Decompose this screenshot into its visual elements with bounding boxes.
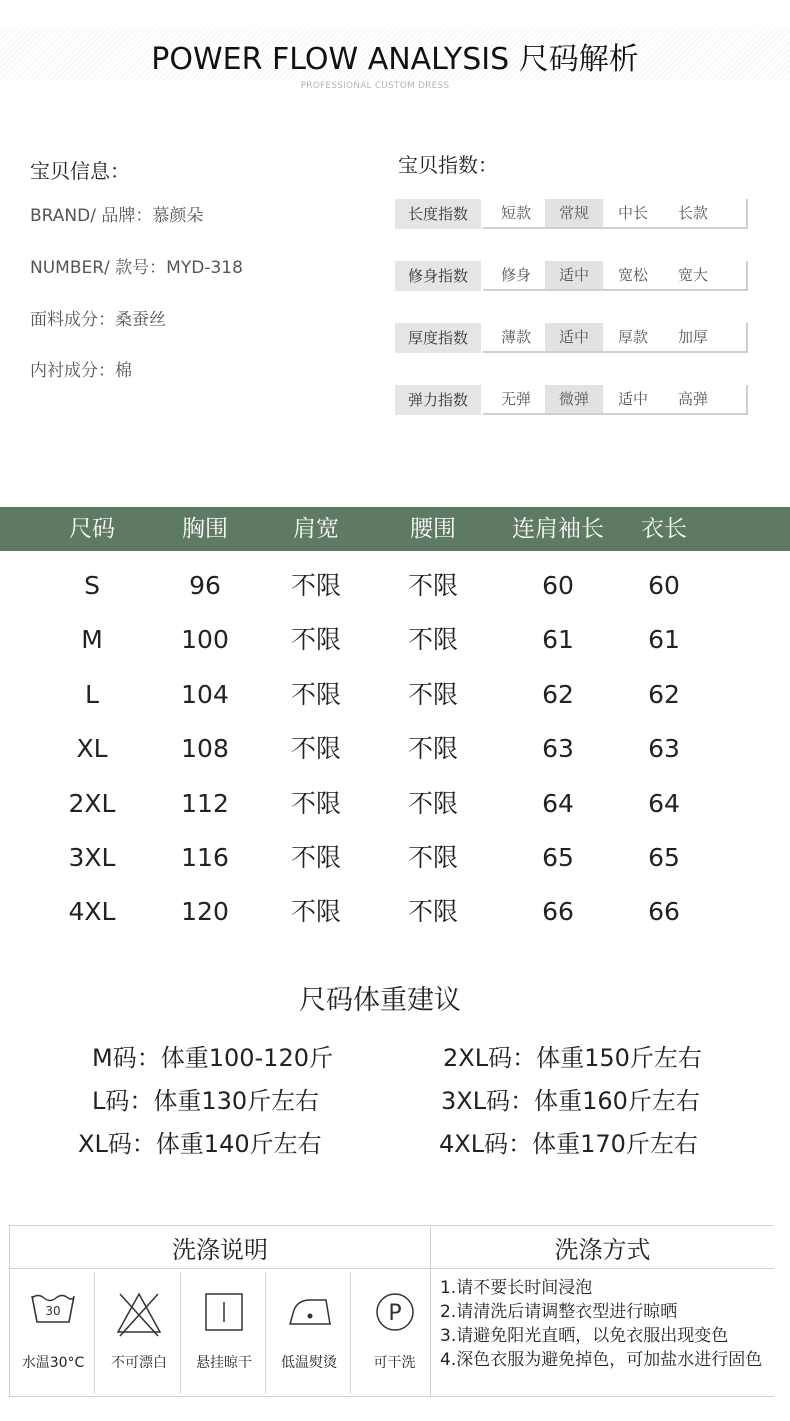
index-scale	[483, 323, 748, 353]
index-scale	[483, 261, 748, 291]
header-cell-chest: 胸围	[182, 516, 228, 542]
wash-temperature-text: 30	[45, 1304, 61, 1318]
lining-line: 内衬成分：棉	[30, 361, 132, 381]
weight-title: 尺码体重建议	[299, 985, 461, 1016]
header-cell-sleeve: 连肩袖长	[512, 516, 604, 542]
size-cell-length: 64	[648, 788, 680, 818]
index-scale	[483, 385, 748, 415]
product-info-heading: 宝贝信息：	[30, 159, 130, 183]
size-cell-sleeve: 64	[542, 788, 574, 818]
size-cell-shoulder: 不限	[290, 734, 341, 764]
wash-icon-cell	[12, 1272, 95, 1394]
size-cell-chest: 96	[189, 571, 221, 600]
washing-tip: 1.请不要长时间浸泡	[440, 1278, 593, 1298]
hang-dry-label: 悬挂晾干	[196, 1355, 252, 1371]
weight-right-2: 4XL码：体重170斤左右	[439, 1130, 698, 1158]
size-cell-chest: 104	[181, 679, 229, 709]
index-option: 无弹	[500, 390, 531, 408]
size-cell-chest: 100	[181, 625, 229, 655]
size-cell-sleeve: 61	[542, 625, 574, 655]
size-cell-shoulder: 不限	[290, 679, 341, 709]
weight-right-1: 3XL码：体重160斤左右	[441, 1087, 700, 1115]
size-cell-shoulder: 不限	[290, 843, 341, 872]
index-option: 宽松	[617, 266, 648, 284]
size-cell-chest: 120	[181, 897, 229, 927]
index-row	[395, 199, 755, 229]
wash-icon-label: 水温30°C	[21, 1355, 85, 1371]
dry-clean-letter: P	[387, 1301, 402, 1326]
dry-clean-label: 可干洗	[373, 1355, 416, 1371]
size-cell-length: 61	[648, 625, 680, 655]
index-option: 薄款	[500, 328, 531, 346]
washing-method-heading: 洗涤方式	[554, 1236, 651, 1264]
brand-line: BRAND/ 品牌：慕颜朵	[30, 206, 204, 226]
size-cell-waist: 不限	[407, 843, 458, 872]
dry-clean-icon	[373, 1290, 417, 1334]
number-line: NUMBER/ 款号：MYD-318	[30, 258, 243, 278]
size-cell-waist: 不限	[407, 571, 458, 600]
low-iron-label: 低温熨烫	[281, 1355, 337, 1371]
hang-dry-icon-cell	[183, 1272, 266, 1394]
size-cell-length: 62	[648, 679, 680, 709]
size-cell-sleeve: 66	[542, 897, 574, 927]
size-cell-size: S	[84, 571, 100, 600]
size-cell-chest: 108	[181, 734, 229, 764]
washing-tip: 2.请清洗后请调整衣型进行晾晒	[440, 1302, 678, 1322]
size-cell-sleeve: 62	[542, 679, 574, 709]
size-cell-size: 4XL	[68, 897, 116, 927]
size-cell-length: 65	[648, 843, 680, 872]
index-row	[395, 323, 755, 353]
size-cell-chest: 116	[181, 843, 229, 872]
header-cell-size: 尺码	[69, 516, 115, 542]
size-cell-sleeve: 60	[542, 571, 574, 600]
size-cell-shoulder: 不限	[290, 897, 341, 927]
fabric-line: 面料成分：桑蚕丝	[30, 310, 166, 330]
header-cell-waist: 腰围	[410, 516, 456, 542]
washing-tip: 3.请避免阳光直晒，以免衣服出现变色	[440, 1326, 729, 1346]
index-label: 修身指数	[395, 261, 481, 291]
index-option: 短款	[500, 204, 531, 222]
hang-dry-icon	[202, 1290, 246, 1334]
size-cell-length: 66	[648, 897, 680, 927]
size-cell-waist: 不限	[407, 625, 458, 655]
weight-right-0: 2XL码：体重150斤左右	[443, 1044, 702, 1072]
header-cell-length: 衣长	[641, 516, 687, 542]
washing-instructions-heading: 洗涤说明	[172, 1236, 268, 1264]
size-cell-size: 2XL	[68, 788, 116, 818]
index-option-selected: 适中	[545, 261, 603, 289]
size-cell-length: 63	[648, 734, 680, 764]
size-table-header	[0, 507, 790, 551]
index-option: 高弹	[677, 390, 708, 408]
index-option-selected: 常规	[545, 199, 603, 227]
index-option: 加厚	[677, 328, 708, 346]
size-cell-waist: 不限	[407, 679, 458, 709]
index-label: 长度指数	[395, 199, 481, 229]
size-cell-sleeve: 63	[542, 734, 574, 764]
index-option: 宽大	[677, 266, 708, 284]
index-option: 修身	[500, 266, 531, 284]
washing-heading-divider	[9, 1268, 774, 1269]
size-cell-length: 60	[648, 571, 680, 600]
size-cell-size: XL	[76, 734, 108, 764]
washing-tips	[440, 1276, 775, 1372]
low-iron-icon-cell	[268, 1272, 351, 1394]
low-iron-icon	[284, 1290, 334, 1330]
no-bleach-label: 不可漂白	[111, 1355, 167, 1371]
page-subtitle: PROFESSIONAL CUSTOM DRESS	[300, 81, 450, 91]
index-row	[395, 261, 755, 291]
weight-left-0: M码：体重100-120斤	[92, 1044, 333, 1072]
size-cell-waist: 不限	[407, 897, 458, 927]
no-bleach-icon-cell	[98, 1272, 181, 1394]
size-cell-shoulder: 不限	[290, 788, 341, 818]
size-cell-sleeve: 65	[542, 843, 574, 872]
weight-left-1: L码：体重130斤左右	[92, 1087, 320, 1115]
size-cell-waist: 不限	[407, 788, 458, 818]
no-bleach-icon	[114, 1290, 164, 1338]
index-option-selected: 适中	[545, 323, 603, 351]
dry-clean-icon-cell	[353, 1272, 436, 1394]
page-title: POWER FLOW ANALYSIS 尺码解析	[151, 42, 639, 77]
size-cell-size: 3XL	[68, 843, 116, 872]
indices-heading: 宝贝指数：	[398, 153, 498, 177]
weight-left-2: XL码：体重140斤左右	[78, 1130, 322, 1158]
index-option: 适中	[617, 390, 648, 408]
washing-tip: 4.深色衣服为避免掉色，可加盐水进行固色	[440, 1350, 763, 1370]
index-option: 长款	[677, 204, 708, 222]
size-cell-shoulder: 不限	[290, 571, 341, 600]
size-cell-waist: 不限	[407, 734, 458, 764]
index-option: 厚款	[617, 328, 648, 346]
size-cell-chest: 112	[181, 788, 229, 818]
index-scale	[483, 199, 748, 229]
size-cell-size: L	[85, 679, 99, 709]
washing-bottom-border	[9, 1396, 774, 1397]
index-option: 中长	[617, 204, 648, 222]
index-label: 弹力指数	[395, 385, 481, 415]
wash-30-icon	[29, 1290, 77, 1326]
size-cell-size: M	[81, 625, 103, 655]
size-cell-shoulder: 不限	[290, 625, 341, 655]
index-label: 厚度指数	[395, 323, 481, 353]
index-row	[395, 385, 755, 415]
header-cell-shoulder: 肩宽	[293, 516, 339, 542]
index-option-selected: 微弹	[545, 385, 603, 413]
